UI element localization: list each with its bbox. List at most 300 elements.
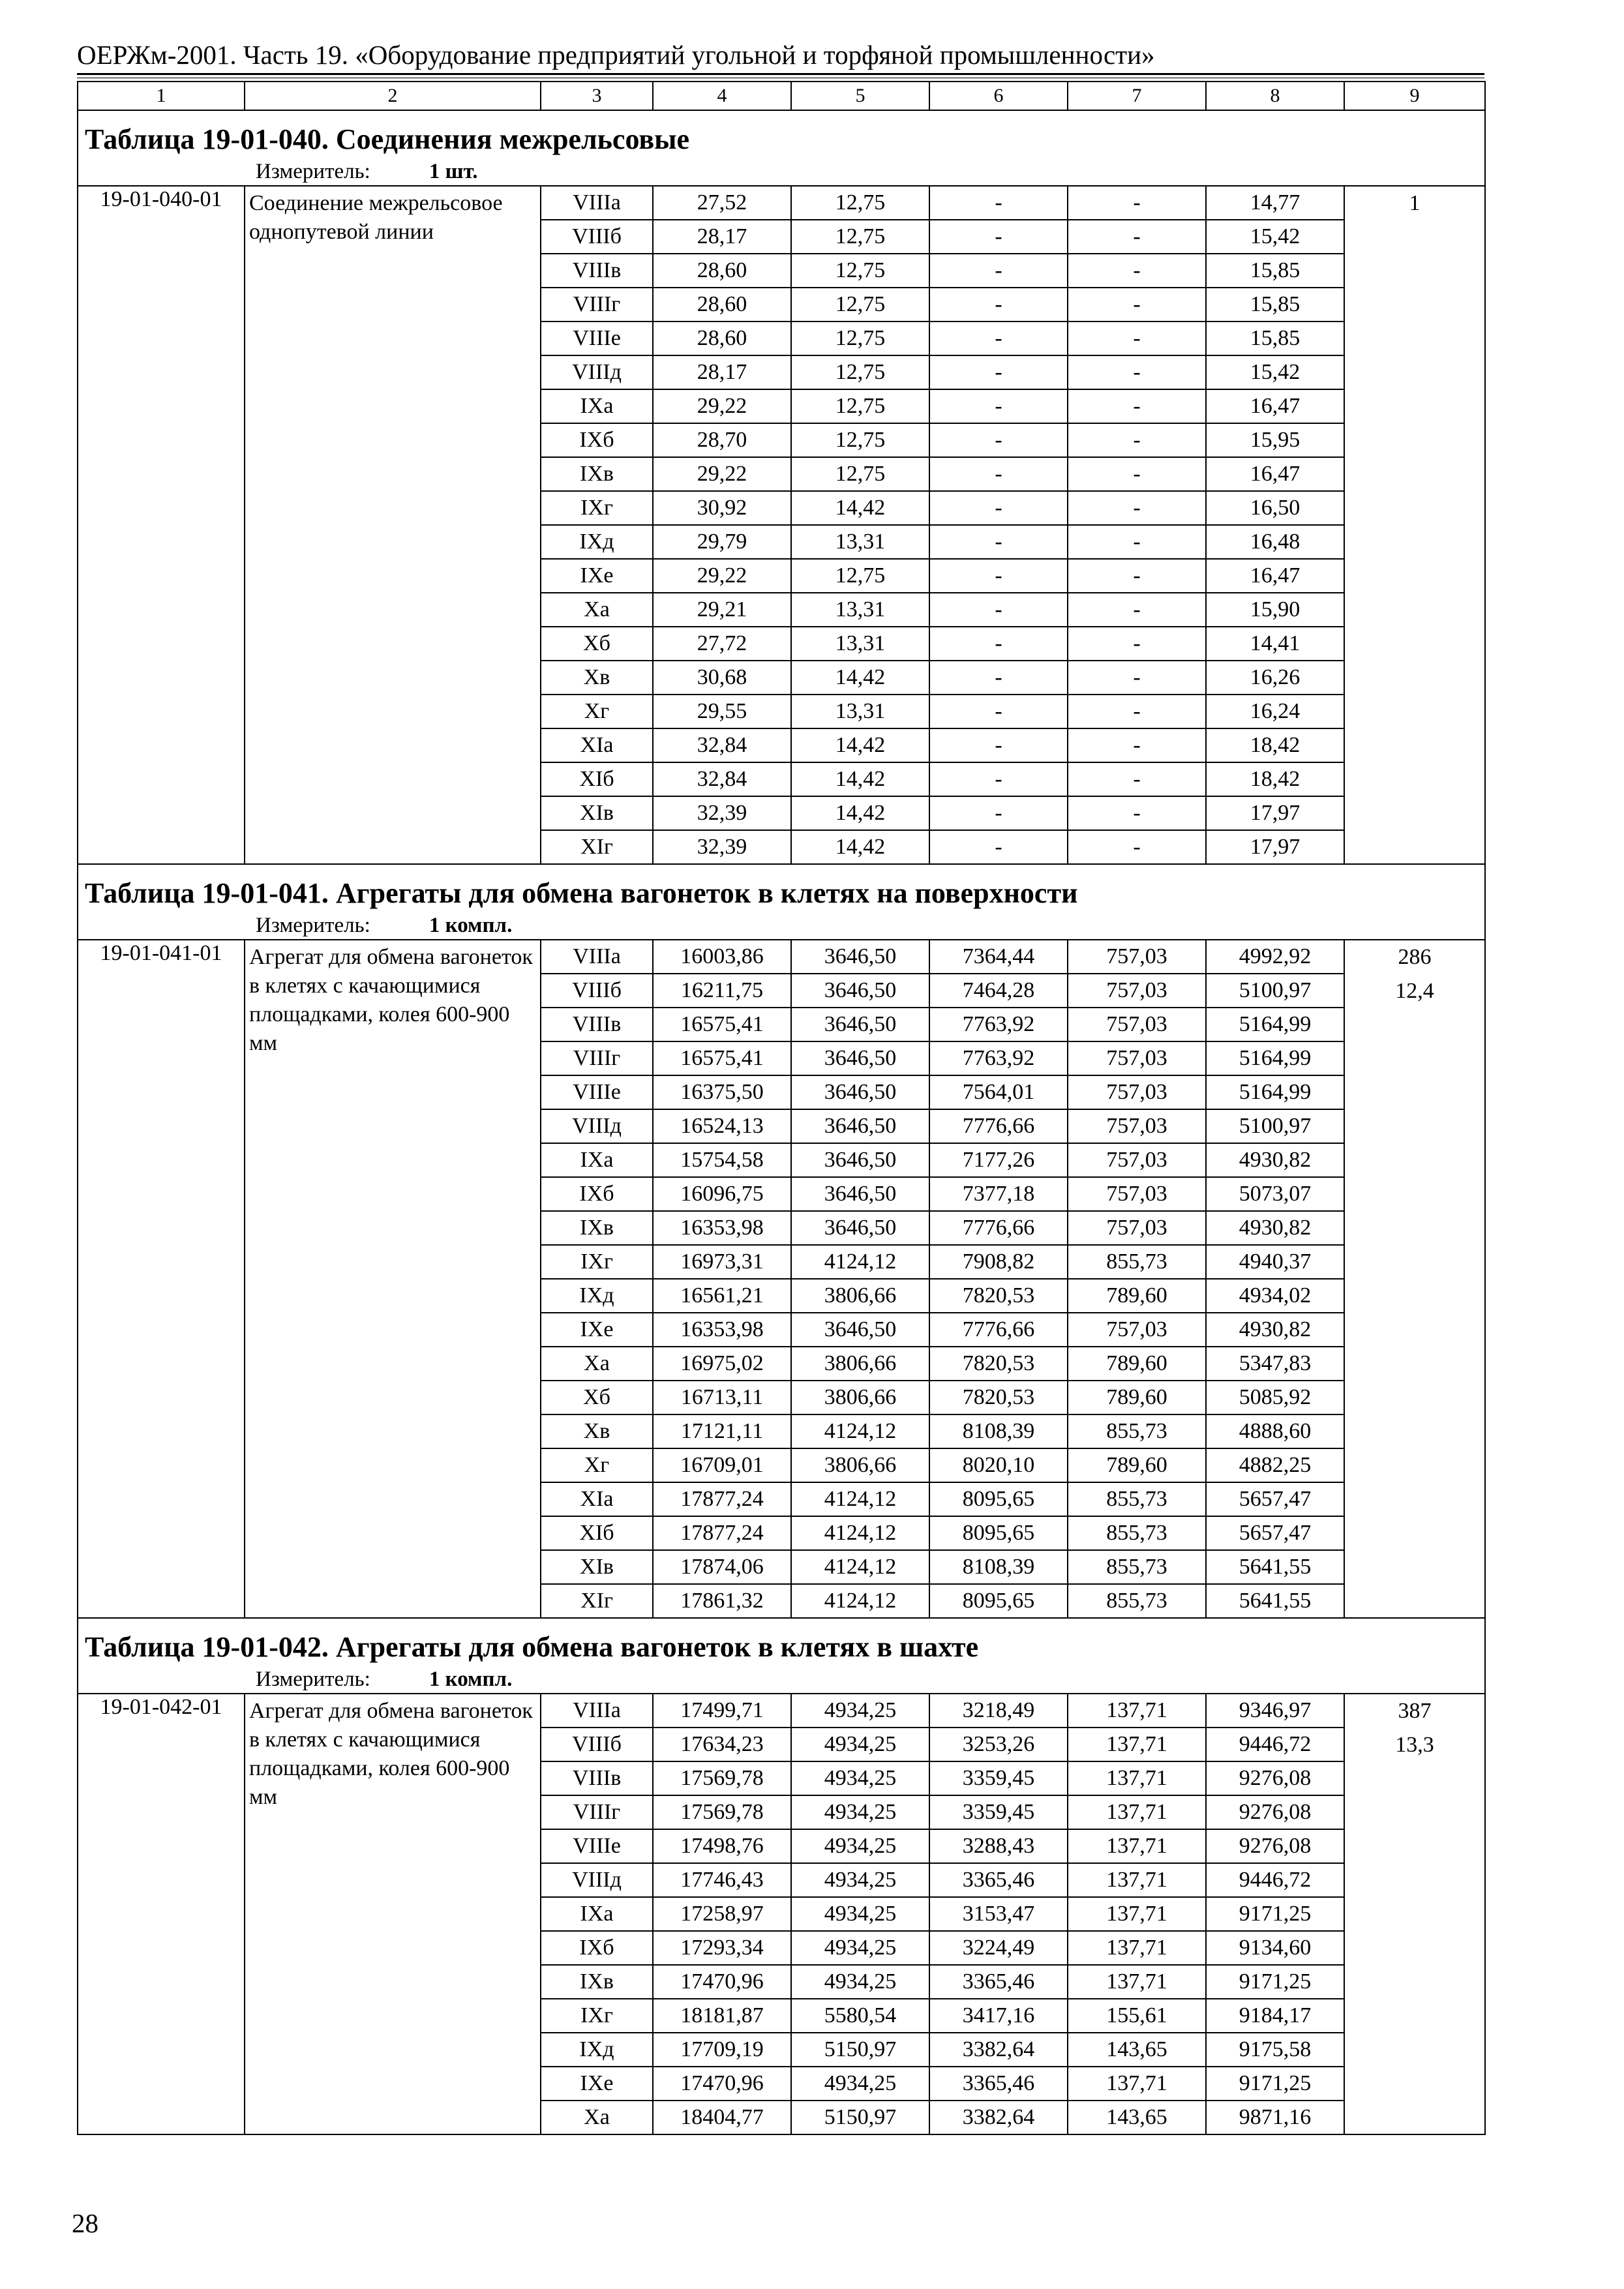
value-cell: 9175,58 xyxy=(1206,2033,1344,2067)
zone-cell: IXг xyxy=(541,491,653,525)
value-cell: 757,03 xyxy=(1068,1075,1206,1109)
value-cell: 3806,66 xyxy=(791,1381,929,1414)
value-cell: 13,31 xyxy=(791,695,929,728)
value-cell: 28,60 xyxy=(653,322,791,355)
measure-unit: 1 компл. xyxy=(429,1668,513,1691)
value-cell: 5100,97 xyxy=(1206,974,1344,1008)
value-cell: 7177,26 xyxy=(929,1143,1068,1177)
value-cell: - xyxy=(929,728,1068,762)
value-cell: 3646,50 xyxy=(791,1313,929,1347)
value-cell: 16709,01 xyxy=(653,1448,791,1482)
value-cell: 4888,60 xyxy=(1206,1414,1344,1448)
value-cell: 15,85 xyxy=(1206,322,1344,355)
value-cell: 5164,99 xyxy=(1206,1041,1344,1075)
value-cell: 16,47 xyxy=(1206,389,1344,423)
zone-cell: Xг xyxy=(541,695,653,728)
value-cell: 3382,64 xyxy=(929,2101,1068,2134)
zone-cell: IXв xyxy=(541,457,653,491)
value-cell: 14,42 xyxy=(791,762,929,796)
value-cell: 9446,72 xyxy=(1206,1863,1344,1897)
zone-cell: VIIIв xyxy=(541,254,653,288)
value-cell: 30,92 xyxy=(653,491,791,525)
value-cell: - xyxy=(929,491,1068,525)
value-cell: 7776,66 xyxy=(929,1211,1068,1245)
value-cell: 9276,08 xyxy=(1206,1829,1344,1863)
value-cell: - xyxy=(1068,762,1206,796)
value-cell: 9276,08 xyxy=(1206,1795,1344,1829)
value-cell: 16575,41 xyxy=(653,1041,791,1075)
value-cell: 757,03 xyxy=(1068,1041,1206,1075)
value-cell: 29,22 xyxy=(653,559,791,593)
value-cell: 7776,66 xyxy=(929,1313,1068,1347)
value-cell: 789,60 xyxy=(1068,1347,1206,1381)
zone-cell: VIIIa xyxy=(541,186,653,220)
zone-cell: VIIIa xyxy=(541,940,653,974)
value-cell: 12,75 xyxy=(791,423,929,457)
zone-cell: IXг xyxy=(541,1245,653,1279)
value-cell: 137,71 xyxy=(1068,1829,1206,1863)
value-cell: 17121,11 xyxy=(653,1414,791,1448)
value-cell: 9871,16 xyxy=(1206,2101,1344,2134)
value-cell: 18404,77 xyxy=(653,2101,791,2134)
value-cell: 16353,98 xyxy=(653,1313,791,1347)
value-cell: 8095,65 xyxy=(929,1516,1068,1550)
col9-value: 12,4 xyxy=(1395,979,1434,1003)
page-header-title: ОЕРЖм-2001. Часть 19. «Оборудование предприятий угольной и торфяной промышленности» xyxy=(77,40,1155,70)
zone-cell: VIIIд xyxy=(541,1109,653,1143)
value-cell: - xyxy=(929,661,1068,695)
value-cell: 5657,47 xyxy=(1206,1516,1344,1550)
value-cell: 7820,53 xyxy=(929,1279,1068,1313)
value-cell: 7763,92 xyxy=(929,1008,1068,1041)
value-cell: 3646,50 xyxy=(791,1143,929,1177)
value-cell: 12,75 xyxy=(791,457,929,491)
value-cell: 3359,45 xyxy=(929,1795,1068,1829)
column-number: 3 xyxy=(541,82,653,110)
value-cell: 155,61 xyxy=(1068,1999,1206,2033)
value-cell: 9171,25 xyxy=(1206,2067,1344,2101)
value-cell: 789,60 xyxy=(1068,1381,1206,1414)
zone-cell: Xa xyxy=(541,2101,653,2134)
value-cell: 16,50 xyxy=(1206,491,1344,525)
zone-cell: XIг xyxy=(541,830,653,864)
value-cell: 13,31 xyxy=(791,627,929,661)
value-cell: 4934,25 xyxy=(791,1965,929,1999)
value-cell: 4934,25 xyxy=(791,1728,929,1761)
column-number: 6 xyxy=(929,82,1068,110)
zone-cell: IXе xyxy=(541,1313,653,1347)
value-cell: 17470,96 xyxy=(653,2067,791,2101)
value-cell: 17861,32 xyxy=(653,1584,791,1618)
value-cell: 4930,82 xyxy=(1206,1313,1344,1347)
value-cell: 13,31 xyxy=(791,593,929,627)
value-cell: 29,22 xyxy=(653,457,791,491)
value-cell: 29,79 xyxy=(653,525,791,559)
zone-cell: VIIIв xyxy=(541,1008,653,1041)
value-cell: 855,73 xyxy=(1068,1414,1206,1448)
value-cell: 15,85 xyxy=(1206,288,1344,322)
value-cell: 27,52 xyxy=(653,186,791,220)
value-cell: 8095,65 xyxy=(929,1584,1068,1618)
zone-cell: IXa xyxy=(541,1897,653,1931)
value-cell: 3153,47 xyxy=(929,1897,1068,1931)
value-cell: 12,75 xyxy=(791,254,929,288)
col9-cell xyxy=(1344,940,1485,1618)
value-cell: 4124,12 xyxy=(791,1414,929,1448)
value-cell: 18181,87 xyxy=(653,1999,791,2033)
value-cell: 17877,24 xyxy=(653,1516,791,1550)
measure-row xyxy=(78,158,1485,186)
value-cell: 7564,01 xyxy=(929,1075,1068,1109)
value-cell: - xyxy=(1068,254,1206,288)
zone-cell: IXд xyxy=(541,1279,653,1313)
value-cell: 15,42 xyxy=(1206,220,1344,254)
value-cell: 27,72 xyxy=(653,627,791,661)
value-cell: 16211,75 xyxy=(653,974,791,1008)
value-cell: 17634,23 xyxy=(653,1728,791,1761)
value-cell: 3806,66 xyxy=(791,1448,929,1482)
value-cell: 7763,92 xyxy=(929,1041,1068,1075)
value-cell: 4124,12 xyxy=(791,1584,929,1618)
value-cell: 4934,25 xyxy=(791,1897,929,1931)
value-cell: 16,47 xyxy=(1206,457,1344,491)
value-cell: 14,42 xyxy=(791,728,929,762)
value-cell: - xyxy=(929,457,1068,491)
value-cell: 3253,26 xyxy=(929,1728,1068,1761)
value-cell: 14,42 xyxy=(791,796,929,830)
zone-cell: IXв xyxy=(541,1965,653,1999)
value-cell: 4934,25 xyxy=(791,2067,929,2101)
value-cell: 16524,13 xyxy=(653,1109,791,1143)
value-cell: - xyxy=(1068,288,1206,322)
table-row xyxy=(78,940,1485,974)
value-cell: 3359,45 xyxy=(929,1761,1068,1795)
zone-cell: Xa xyxy=(541,1347,653,1381)
value-cell: - xyxy=(1068,186,1206,220)
zone-cell: Xв xyxy=(541,1414,653,1448)
measure-row xyxy=(78,1666,1485,1694)
value-cell: 4124,12 xyxy=(791,1482,929,1516)
value-cell: 137,71 xyxy=(1068,1761,1206,1795)
zone-cell: XIг xyxy=(541,1584,653,1618)
value-cell: - xyxy=(929,627,1068,661)
value-cell: 855,73 xyxy=(1068,1550,1206,1584)
value-cell: 5657,47 xyxy=(1206,1482,1344,1516)
value-cell: 5641,55 xyxy=(1206,1584,1344,1618)
table-title-row xyxy=(78,110,1485,158)
value-cell: 855,73 xyxy=(1068,1245,1206,1279)
value-cell: - xyxy=(1068,389,1206,423)
value-cell: 757,03 xyxy=(1068,1313,1206,1347)
value-cell: 32,39 xyxy=(653,830,791,864)
value-cell: - xyxy=(1068,322,1206,355)
zone-cell: XIб xyxy=(541,1516,653,1550)
rates-table xyxy=(77,81,1486,2135)
value-cell: 4930,82 xyxy=(1206,1211,1344,1245)
value-cell: 28,70 xyxy=(653,423,791,457)
value-cell: - xyxy=(1068,559,1206,593)
value-cell: - xyxy=(929,830,1068,864)
measure-label: Измеритель: xyxy=(256,1668,370,1691)
zone-cell: VIIIб xyxy=(541,974,653,1008)
value-cell: 12,75 xyxy=(791,186,929,220)
value-cell: 4934,25 xyxy=(791,1931,929,1965)
value-cell: - xyxy=(929,220,1068,254)
value-cell: 16375,50 xyxy=(653,1075,791,1109)
measure-unit: 1 компл. xyxy=(429,914,513,937)
value-cell: 17498,76 xyxy=(653,1829,791,1863)
page-number: 28 xyxy=(72,2208,98,2238)
value-cell: 17293,34 xyxy=(653,1931,791,1965)
value-cell: 137,71 xyxy=(1068,1694,1206,1728)
rate-name-text: Агрегат для обмена вагонеток в клетях с качающимися площадками, колея 600-900 мм xyxy=(249,945,533,1055)
value-cell: - xyxy=(1068,491,1206,525)
table-title: Таблица 19-01-040. Соединения межрельсовые xyxy=(78,110,1485,158)
value-cell: - xyxy=(1068,830,1206,864)
value-cell: 7820,53 xyxy=(929,1381,1068,1414)
zone-cell: Xб xyxy=(541,627,653,661)
value-cell: 29,55 xyxy=(653,695,791,728)
value-cell: 8108,39 xyxy=(929,1414,1068,1448)
zone-cell: IXб xyxy=(541,1931,653,1965)
zone-cell: XIб xyxy=(541,762,653,796)
value-cell: - xyxy=(1068,728,1206,762)
value-cell: 4934,25 xyxy=(791,1863,929,1897)
value-cell: 7908,82 xyxy=(929,1245,1068,1279)
value-cell: - xyxy=(929,593,1068,627)
zone-cell: Xб xyxy=(541,1381,653,1414)
zone-cell: IXе xyxy=(541,2067,653,2101)
value-cell: 3288,43 xyxy=(929,1829,1068,1863)
value-cell: 9171,25 xyxy=(1206,1965,1344,1999)
value-cell: 32,84 xyxy=(653,728,791,762)
value-cell: 5164,99 xyxy=(1206,1008,1344,1041)
value-cell: 9346,97 xyxy=(1206,1694,1344,1728)
table-row xyxy=(78,186,1485,220)
value-cell: 7377,18 xyxy=(929,1177,1068,1211)
value-cell: 16,26 xyxy=(1206,661,1344,695)
zone-cell: Xa xyxy=(541,593,653,627)
value-cell: 789,60 xyxy=(1068,1279,1206,1313)
value-cell: 29,22 xyxy=(653,389,791,423)
value-cell: 143,65 xyxy=(1068,2101,1206,2134)
value-cell: 3646,50 xyxy=(791,940,929,974)
value-cell: 18,42 xyxy=(1206,728,1344,762)
value-cell: 789,60 xyxy=(1068,1448,1206,1482)
value-cell: 3646,50 xyxy=(791,1177,929,1211)
value-cell: 12,75 xyxy=(791,220,929,254)
value-cell: 13,31 xyxy=(791,525,929,559)
value-cell: 17499,71 xyxy=(653,1694,791,1728)
value-cell: 3365,46 xyxy=(929,1863,1068,1897)
value-cell: - xyxy=(929,355,1068,389)
value-cell: 16575,41 xyxy=(653,1008,791,1041)
value-cell: 757,03 xyxy=(1068,1109,1206,1143)
value-cell: - xyxy=(929,322,1068,355)
value-cell: 137,71 xyxy=(1068,1965,1206,1999)
value-cell: 757,03 xyxy=(1068,1008,1206,1041)
value-cell: 3646,50 xyxy=(791,974,929,1008)
zone-cell: VIIIе xyxy=(541,1829,653,1863)
value-cell: 18,42 xyxy=(1206,762,1344,796)
value-cell: 28,17 xyxy=(653,220,791,254)
value-cell: 17569,78 xyxy=(653,1761,791,1795)
value-cell: 17258,97 xyxy=(653,1897,791,1931)
rate-code: 19-01-040-01 xyxy=(78,186,245,864)
value-cell: 4930,82 xyxy=(1206,1143,1344,1177)
value-cell: - xyxy=(929,525,1068,559)
value-cell: 3646,50 xyxy=(791,1041,929,1075)
table-title: Таблица 19-01-041. Агрегаты для обмена вагонеток в клетях на поверхности xyxy=(78,864,1485,912)
value-cell: 32,84 xyxy=(653,762,791,796)
value-cell: 16,47 xyxy=(1206,559,1344,593)
value-cell: 17874,06 xyxy=(653,1550,791,1584)
value-cell: 4124,12 xyxy=(791,1245,929,1279)
zone-cell: VIIIб xyxy=(541,220,653,254)
zone-cell: VIIIг xyxy=(541,288,653,322)
column-number: 8 xyxy=(1206,82,1344,110)
header-rule xyxy=(77,73,1484,75)
zone-cell: IXб xyxy=(541,423,653,457)
value-cell: 5164,99 xyxy=(1206,1075,1344,1109)
value-cell: 757,03 xyxy=(1068,1143,1206,1177)
column-number: 2 xyxy=(245,82,541,110)
value-cell: 855,73 xyxy=(1068,1584,1206,1618)
value-cell: 3365,46 xyxy=(929,1965,1068,1999)
value-cell: 17877,24 xyxy=(653,1482,791,1516)
value-cell: - xyxy=(929,423,1068,457)
value-cell: 3417,16 xyxy=(929,1999,1068,2033)
value-cell: - xyxy=(1068,661,1206,695)
value-cell: 9184,17 xyxy=(1206,1999,1344,2033)
zone-cell: VIIIб xyxy=(541,1728,653,1761)
column-number: 9 xyxy=(1344,82,1485,110)
value-cell: 17,97 xyxy=(1206,830,1344,864)
value-cell: - xyxy=(1068,220,1206,254)
measure-cell xyxy=(78,158,1485,186)
value-cell: 5150,97 xyxy=(791,2101,929,2134)
table-title: Таблица 19-01-042. Агрегаты для обмена вагонеток в клетях в шахте xyxy=(78,1618,1485,1666)
zone-cell: IXa xyxy=(541,389,653,423)
value-cell: 17,97 xyxy=(1206,796,1344,830)
value-cell: - xyxy=(929,762,1068,796)
measure-label: Измеритель: xyxy=(256,160,370,183)
value-cell: 15,85 xyxy=(1206,254,1344,288)
value-cell: 12,75 xyxy=(791,559,929,593)
zone-cell: XIв xyxy=(541,1550,653,1584)
col9-value: 387 xyxy=(1398,1699,1432,1723)
value-cell: - xyxy=(1068,355,1206,389)
value-cell: 3646,50 xyxy=(791,1211,929,1245)
value-cell: 3646,50 xyxy=(791,1008,929,1041)
rate-name-text: Агрегат для обмена вагонеток в клетях с качающимися площадками, колея 600-900 мм xyxy=(249,1699,533,1809)
zone-cell: IXд xyxy=(541,2033,653,2067)
col9-cell xyxy=(1344,186,1485,864)
measure-label: Измеритель: xyxy=(256,914,370,937)
value-cell: 3382,64 xyxy=(929,2033,1068,2067)
value-cell: 16561,21 xyxy=(653,1279,791,1313)
value-cell: 757,03 xyxy=(1068,940,1206,974)
value-cell: 16975,02 xyxy=(653,1347,791,1381)
value-cell: 8108,39 xyxy=(929,1550,1068,1584)
value-cell: 15,95 xyxy=(1206,423,1344,457)
value-cell: 14,42 xyxy=(791,830,929,864)
value-cell: 16353,98 xyxy=(653,1211,791,1245)
rate-name xyxy=(245,1694,541,2134)
value-cell: 30,68 xyxy=(653,661,791,695)
value-cell: 5073,07 xyxy=(1206,1177,1344,1211)
value-cell: 855,73 xyxy=(1068,1516,1206,1550)
value-cell: - xyxy=(929,288,1068,322)
value-cell: 12,75 xyxy=(791,288,929,322)
value-cell: 4992,92 xyxy=(1206,940,1344,974)
col9-value: 286 xyxy=(1398,945,1432,969)
value-cell: 17470,96 xyxy=(653,1965,791,1999)
value-cell: - xyxy=(1068,525,1206,559)
value-cell: 4124,12 xyxy=(791,1550,929,1584)
column-number-row xyxy=(78,82,1485,110)
value-cell: 17746,43 xyxy=(653,1863,791,1897)
value-cell: - xyxy=(929,695,1068,728)
value-cell: 14,42 xyxy=(791,491,929,525)
value-cell: 7776,66 xyxy=(929,1109,1068,1143)
value-cell: 9446,72 xyxy=(1206,1728,1344,1761)
value-cell: 16973,31 xyxy=(653,1245,791,1279)
measure-cell xyxy=(78,912,1485,940)
zone-cell: Xв xyxy=(541,661,653,695)
col9-cell xyxy=(1344,1694,1485,2134)
value-cell: 15754,58 xyxy=(653,1143,791,1177)
value-cell: 17709,19 xyxy=(653,2033,791,2067)
value-cell: 8095,65 xyxy=(929,1482,1068,1516)
value-cell: 28,60 xyxy=(653,288,791,322)
value-cell: 15,90 xyxy=(1206,593,1344,627)
table-title-row xyxy=(78,864,1485,912)
value-cell: - xyxy=(929,254,1068,288)
zone-cell: VIIIд xyxy=(541,355,653,389)
rate-code: 19-01-041-01 xyxy=(78,940,245,1618)
zone-cell: VIIIa xyxy=(541,1694,653,1728)
value-cell: 5347,83 xyxy=(1206,1347,1344,1381)
zone-cell: IXе xyxy=(541,559,653,593)
zone-cell: VIIIд xyxy=(541,1863,653,1897)
value-cell: 12,75 xyxy=(791,389,929,423)
value-cell: 4934,25 xyxy=(791,1761,929,1795)
value-cell: - xyxy=(1068,796,1206,830)
value-cell: 8020,10 xyxy=(929,1448,1068,1482)
value-cell: 16,24 xyxy=(1206,695,1344,728)
zone-cell: VIIIг xyxy=(541,1795,653,1829)
zone-cell: IXг xyxy=(541,1999,653,2033)
rate-name xyxy=(245,940,541,1618)
column-number: 7 xyxy=(1068,82,1206,110)
value-cell: 12,75 xyxy=(791,322,929,355)
value-cell: 143,65 xyxy=(1068,2033,1206,2067)
value-cell: 757,03 xyxy=(1068,1177,1206,1211)
value-cell: 4934,02 xyxy=(1206,1279,1344,1313)
value-cell: 28,60 xyxy=(653,254,791,288)
value-cell: 137,71 xyxy=(1068,1728,1206,1761)
value-cell: - xyxy=(1068,457,1206,491)
value-cell: - xyxy=(929,796,1068,830)
value-cell: 7464,28 xyxy=(929,974,1068,1008)
value-cell: - xyxy=(929,186,1068,220)
value-cell: 14,77 xyxy=(1206,186,1344,220)
value-cell: 9276,08 xyxy=(1206,1761,1344,1795)
zone-cell: VIIIв xyxy=(541,1761,653,1795)
value-cell: 5641,55 xyxy=(1206,1550,1344,1584)
value-cell: 16096,75 xyxy=(653,1177,791,1211)
